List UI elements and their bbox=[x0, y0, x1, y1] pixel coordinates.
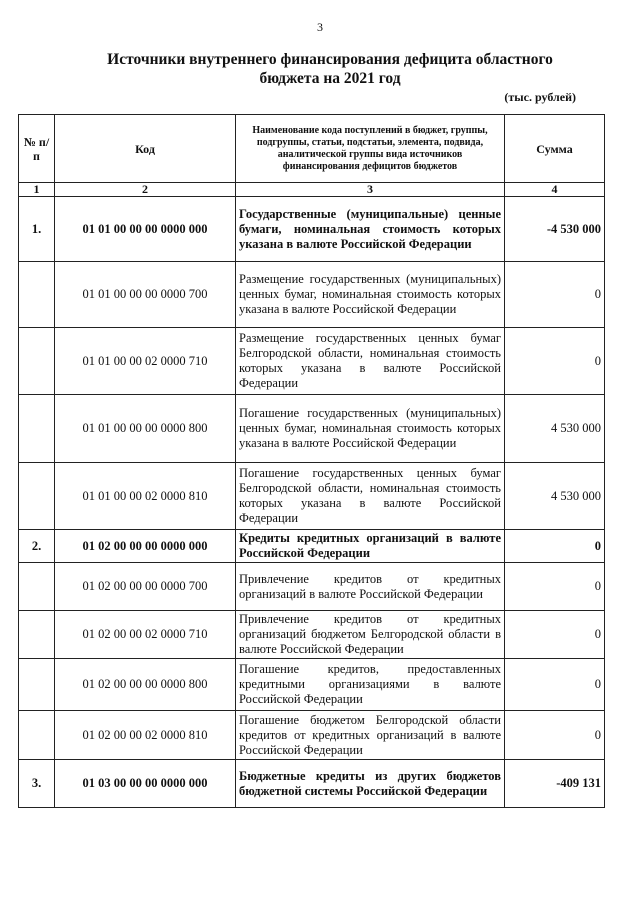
table-row bbox=[19, 197, 605, 262]
row-sum: 0 bbox=[505, 262, 605, 328]
table-row bbox=[19, 463, 605, 530]
units-label: (тыс. рублей) bbox=[504, 90, 576, 104]
header-sum: Сумма bbox=[505, 115, 605, 183]
table-row bbox=[19, 611, 605, 659]
row-number bbox=[19, 463, 55, 530]
row-name: Размещение государственных (муниципальных) ценных бумаг, номинальная стоимость которых указана в валюте Российской Федерации bbox=[236, 262, 505, 328]
row-code: 01 01 00 00 00 0000 000 bbox=[55, 197, 236, 262]
row-sum: 0 bbox=[505, 328, 605, 395]
table-row bbox=[19, 711, 605, 760]
row-sum: 4 530 000 bbox=[505, 395, 605, 463]
row-number bbox=[19, 262, 55, 328]
table-row bbox=[19, 328, 605, 395]
document-title: Источники внутреннего финансирования дефицита областного бюджета на 2021 год bbox=[107, 51, 553, 87]
row-number bbox=[19, 659, 55, 711]
table-row bbox=[19, 760, 605, 808]
table-row bbox=[19, 563, 605, 611]
row-name: Кредиты кредитных организаций в валюте Российской Федерации bbox=[236, 530, 505, 563]
row-sum: 0 bbox=[505, 659, 605, 711]
row-number bbox=[19, 395, 55, 463]
row-name: Привлечение кредитов от кредитных организаций в валюте Российской Федерации bbox=[236, 563, 505, 611]
header-no: № п/п bbox=[19, 115, 55, 183]
header-row bbox=[19, 115, 605, 183]
row-code: 01 01 00 00 00 0000 800 bbox=[55, 395, 236, 463]
row-code: 01 02 00 00 00 0000 700 bbox=[55, 563, 236, 611]
row-sum: -4 530 000 bbox=[505, 197, 605, 262]
table-row bbox=[19, 659, 605, 711]
header-code: Код bbox=[55, 115, 236, 183]
column-number: 2 bbox=[55, 183, 236, 197]
row-name: Погашение государственных (муниципальных) ценных бумаг, номинальная стоимость которых указана в валюте Российской Федерации bbox=[236, 395, 505, 463]
table-body bbox=[19, 197, 605, 808]
row-sum: 4 530 000 bbox=[505, 463, 605, 530]
row-sum: 0 bbox=[505, 563, 605, 611]
row-name: Привлечение кредитов от кредитных организаций бюджетом Белгородской области в валюте Российской Федерации bbox=[236, 611, 505, 659]
page-number: 3 bbox=[317, 20, 323, 34]
row-number bbox=[19, 328, 55, 395]
row-name: Погашение государственных ценных бумаг Белгородской области, номинальная стоимость которых указана в валюте Российской Федерации bbox=[236, 463, 505, 530]
financing-sources-table bbox=[18, 114, 605, 808]
row-number bbox=[19, 711, 55, 760]
row-code: 01 01 00 00 00 0000 700 bbox=[55, 262, 236, 328]
row-number: 1. bbox=[19, 197, 55, 262]
row-code: 01 02 00 00 00 0000 800 bbox=[55, 659, 236, 711]
row-sum: -409 131 bbox=[505, 760, 605, 808]
table-row bbox=[19, 262, 605, 328]
row-code: 01 01 00 00 02 0000 710 bbox=[55, 328, 236, 395]
row-sum: 0 bbox=[505, 711, 605, 760]
row-code: 01 01 00 00 02 0000 810 bbox=[55, 463, 236, 530]
row-name: Размещение государственных ценных бумаг Белгородской области, номинальная стоимость которых указана в валюте Российской Федерации bbox=[236, 328, 505, 395]
row-code: 01 02 00 00 00 0000 000 bbox=[55, 530, 236, 563]
row-name: Государственные (муниципальные) ценные бумаги, номинальная стоимость которых указана в валюте Российской Федерации bbox=[236, 197, 505, 262]
row-number: 2. bbox=[19, 530, 55, 563]
row-number bbox=[19, 611, 55, 659]
table-row bbox=[19, 395, 605, 463]
column-number-row bbox=[19, 183, 605, 197]
row-sum: 0 bbox=[505, 530, 605, 563]
table-row bbox=[19, 530, 605, 563]
row-sum: 0 bbox=[505, 611, 605, 659]
column-number: 4 bbox=[505, 183, 605, 197]
row-code: 01 03 00 00 00 0000 000 bbox=[55, 760, 236, 808]
row-code: 01 02 00 00 02 0000 810 bbox=[55, 711, 236, 760]
row-number: 3. bbox=[19, 760, 55, 808]
row-name: Бюджетные кредиты из других бюджетов бюджетной системы Российской Федерации bbox=[236, 760, 505, 808]
column-number: 3 bbox=[236, 183, 505, 197]
row-number bbox=[19, 563, 55, 611]
column-number: 1 bbox=[19, 183, 55, 197]
row-code: 01 02 00 00 02 0000 710 bbox=[55, 611, 236, 659]
row-name: Погашение кредитов, предоставленных кредитными организациями в валюте Российской Федерации bbox=[236, 659, 505, 711]
header-name: Наименование кода поступлений в бюджет, группы, подгруппы, статьи, подстатьи, элемента, подвида, аналитической группы вида источников финансирования дефицитов бюджетов bbox=[236, 115, 505, 183]
row-name: Погашение бюджетом Белгородской области кредитов от кредитных организаций в валюте Российской Федерации bbox=[236, 711, 505, 760]
